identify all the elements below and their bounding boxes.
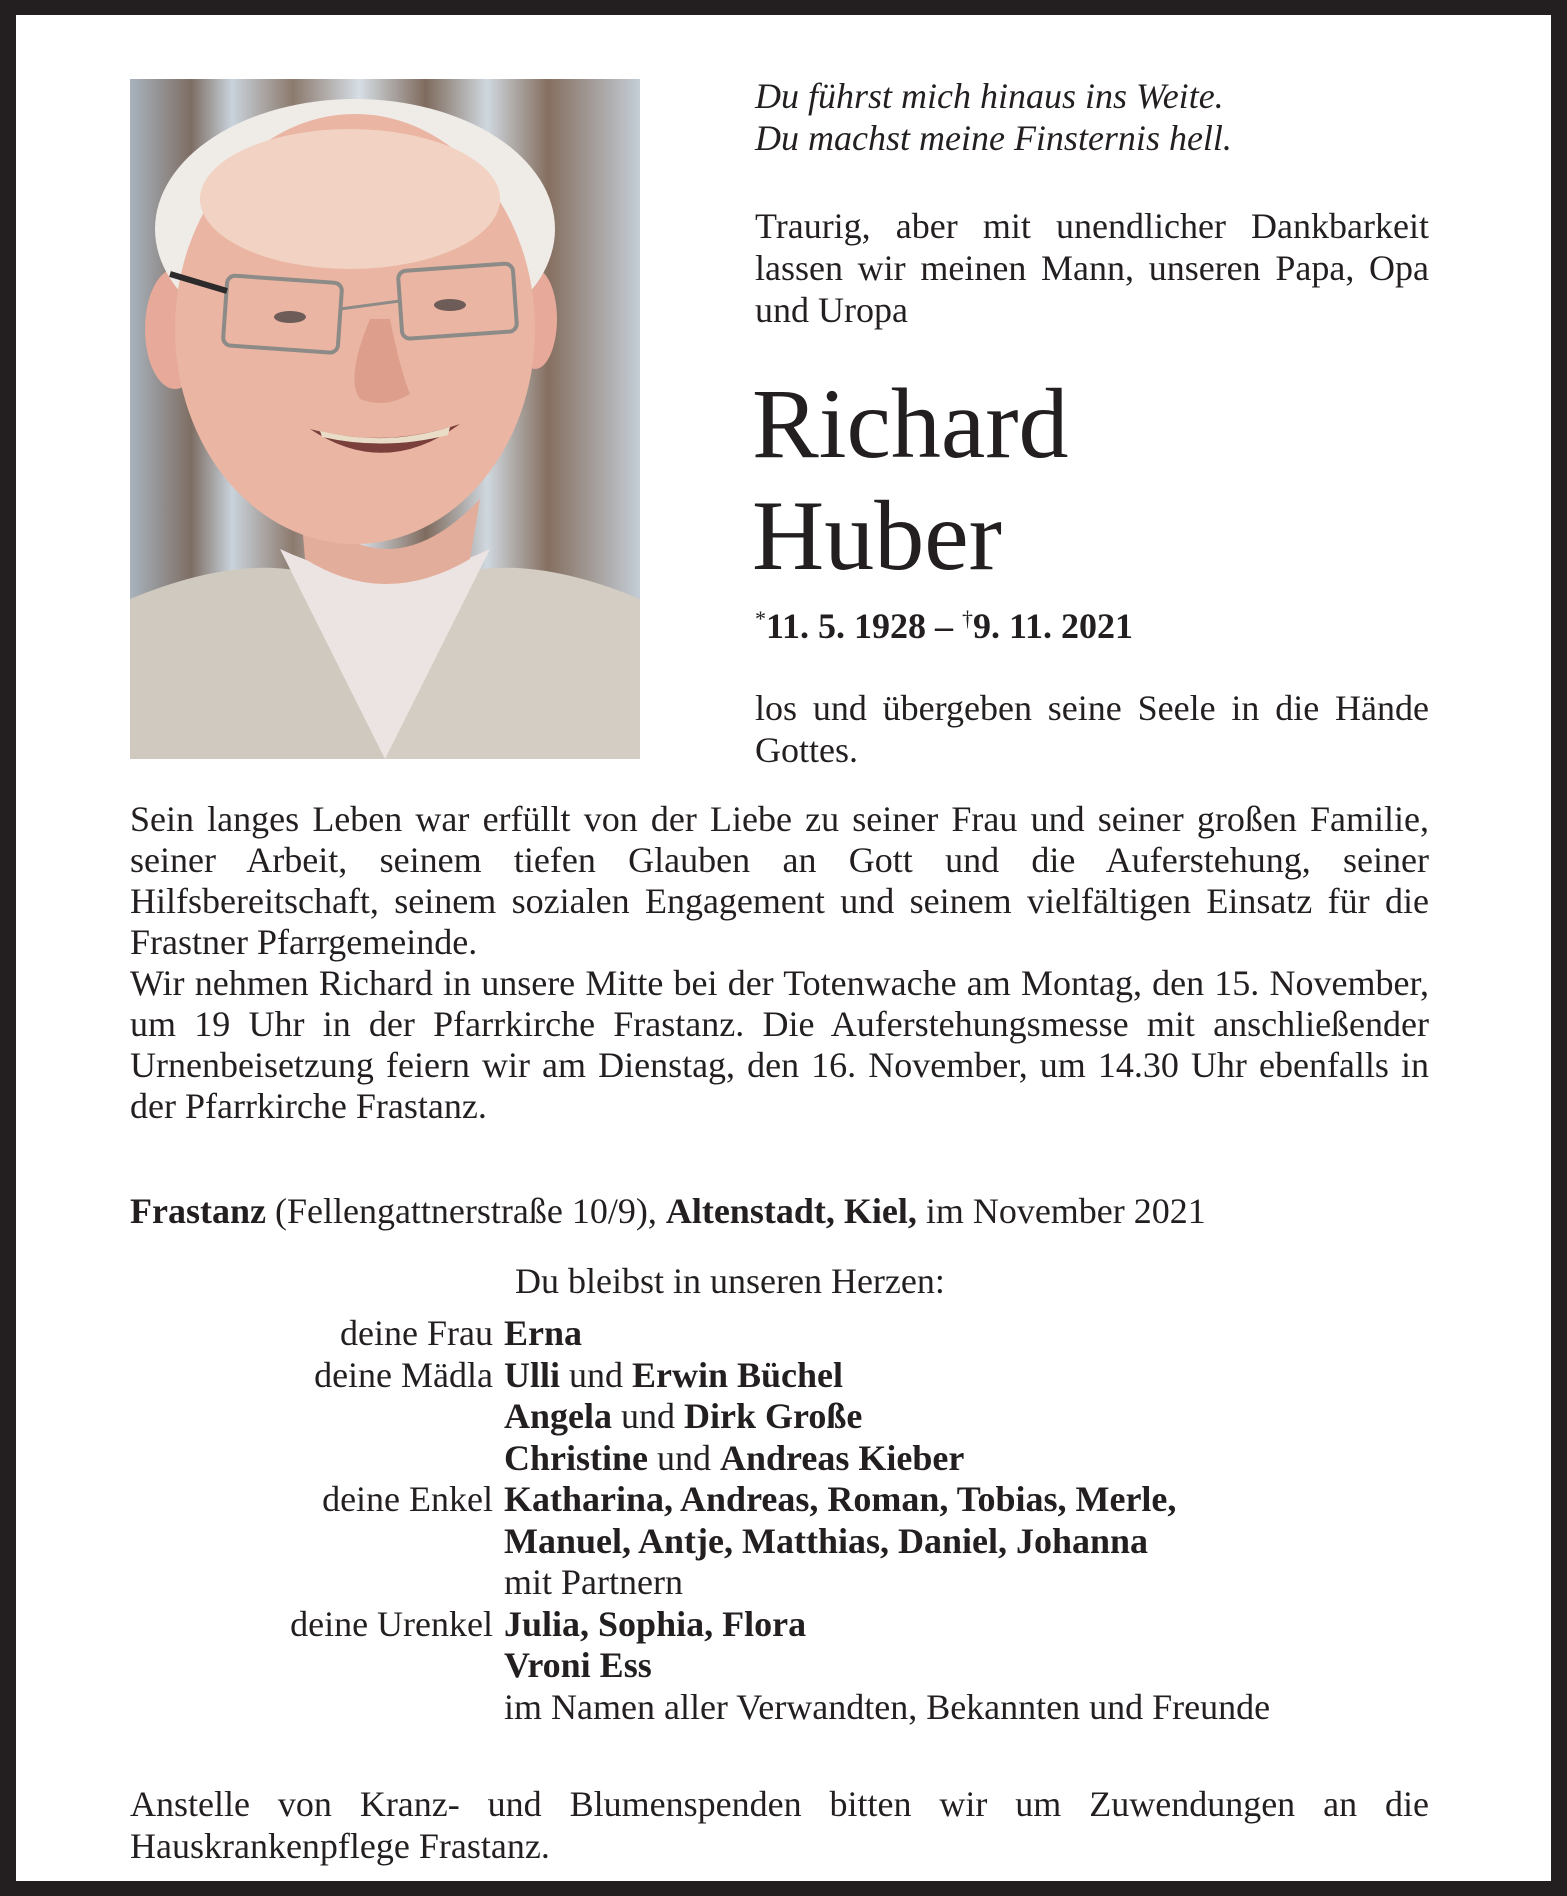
family-row-grandchildren-note <box>16 1562 1551 1604</box>
family-name: Erwin Büchel <box>632 1354 844 1395</box>
conjunction: und <box>612 1396 684 1436</box>
family-row-daughters <box>16 1438 1551 1480</box>
family-row-grandchildren <box>16 1521 1551 1563</box>
family-label: deine Mädla <box>314 1354 493 1395</box>
family-name: Erna <box>504 1313 583 1353</box>
biography <box>130 799 1429 1127</box>
family-name: Manuel, Antje, Matthias, Daniel, Johanna <box>504 1520 1149 1561</box>
remembrance-heading: Du bleibst in unseren Herzen: <box>515 1261 945 1301</box>
town: Frastanz <box>130 1191 266 1231</box>
birth-star-icon: * <box>755 606 766 631</box>
deceased-name <box>752 368 1069 592</box>
birth-date: 11. 5. 1928 <box>766 606 927 646</box>
conjunction: und <box>560 1354 633 1395</box>
family-note: mit Partnern <box>504 1562 683 1602</box>
bio-paragraph-2: Wir nehmen Richard in unsere Mitte bei der Totenwache am Montag, den 15. November, um 19 Uhr in der Pfarrkirche Frastanz. Die Auferstehungsmesse mit anschließender Urnenbeisetzung feiern wir am Dienstag, den 16. November, um 14.30 Uhr ebenfalls in der Pfarrkirche Frastanz. <box>130 963 1429 1126</box>
motto-line-2: Du machst meine Finsternis hell. <box>755 118 1232 158</box>
date-separator: – <box>926 606 963 646</box>
portrait-photo <box>130 79 640 759</box>
family-name: Vroni Ess <box>504 1645 652 1685</box>
family-name: Christine <box>504 1437 648 1478</box>
notice-date: im November 2021 <box>916 1191 1206 1231</box>
obituary-page <box>16 15 1551 1881</box>
motto-verse <box>755 75 1232 159</box>
family-row-great-grandchildren <box>16 1645 1551 1687</box>
family-closing: im Namen aller Verwandten, Bekannten und Freunde <box>504 1686 1271 1727</box>
family-name: Katharina, Andreas, Roman, Tobias, Merle, <box>504 1479 1177 1519</box>
family-row-great-grandchildren <box>16 1604 1551 1646</box>
family-row-grandchildren <box>16 1479 1551 1521</box>
family-row-daughters <box>16 1396 1551 1438</box>
family-name: Dirk Große <box>684 1396 863 1436</box>
portrait-illustration <box>130 79 640 759</box>
motto-line-1: Du führst mich hinaus ins Weite. <box>755 76 1224 116</box>
family-name: Julia, Sophia, Flora <box>504 1603 807 1644</box>
family-row-closing <box>16 1687 1551 1729</box>
address: (Fellengattnerstraße 10/9), <box>265 1191 666 1231</box>
death-cross-icon: † <box>962 606 974 631</box>
conjunction: und <box>648 1437 720 1478</box>
family-label: deine Frau <box>340 1313 493 1353</box>
other-places: Altenstadt, Kiel, <box>665 1191 917 1231</box>
death-date: 9. 11. 2021 <box>973 606 1134 646</box>
bio-paragraph-1: Sein langes Leben war erfüllt von der Liebe zu seiner Frau und seiner großen Familie, seiner Arbeit, seinem tiefen Glauben an Gott und die Auferstehung, seiner Hilfsbereitschaft, seinem sozialen Engagement und seinem vielfältigen Einsatz für die Frastner Pfarrgemeinde. <box>130 799 1429 962</box>
first-name: Richard <box>752 368 1069 479</box>
family-row-daughters <box>16 1355 1551 1397</box>
family-name: Ulli <box>504 1354 561 1395</box>
after-name-text: los und übergeben seine Seele in die Hände Gottes. <box>755 688 1429 770</box>
life-dates <box>755 605 1133 647</box>
intro-text: Traurig, aber mit unendlicher Dankbarkeit lassen wir meinen Mann, unseren Papa, Opa und Uropa <box>755 206 1429 330</box>
family-list <box>16 1313 1551 1728</box>
family-name: Andreas Kieber <box>720 1437 965 1478</box>
family-row-wife <box>16 1313 1551 1355</box>
last-name: Huber <box>752 480 1002 591</box>
donation-note: Anstelle von Kranz- und Blumenspenden bitten wir um Zuwendungen an die Hauskrankenpflege Frastanz. <box>130 1784 1429 1866</box>
family-label: deine Enkel <box>322 1479 493 1519</box>
family-label: deine Urenkel <box>290 1603 493 1644</box>
place-and-date <box>130 1190 1206 1232</box>
family-name: Angela <box>504 1396 612 1436</box>
